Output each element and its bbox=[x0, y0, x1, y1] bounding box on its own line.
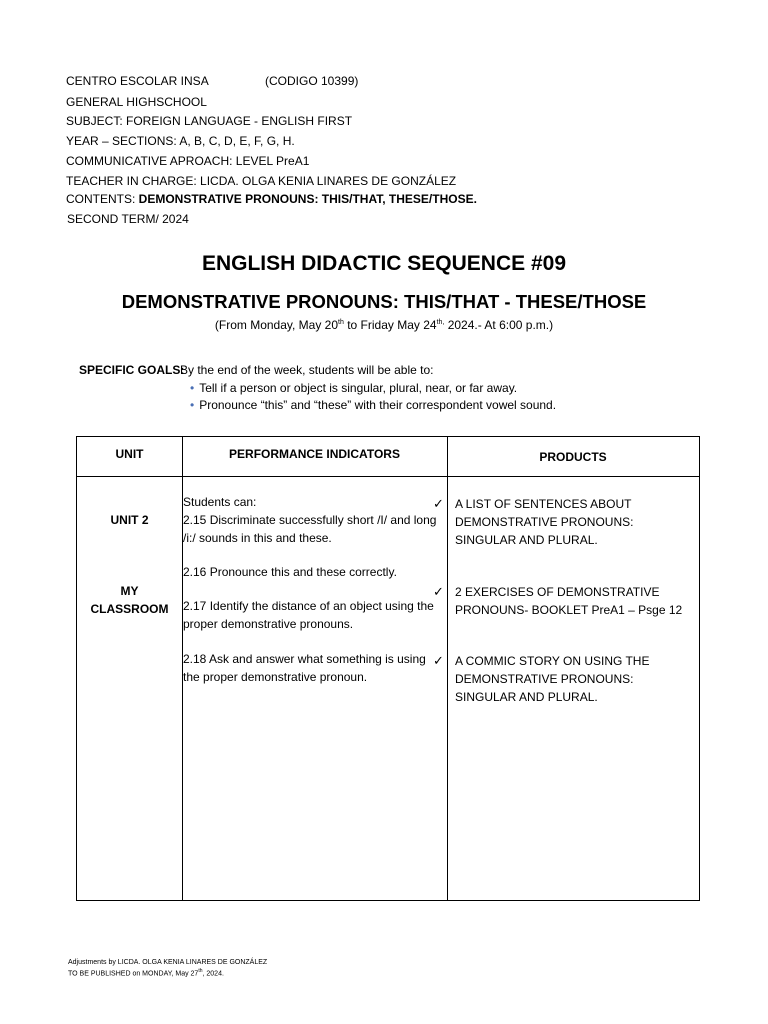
school-level: GENERAL HIGHSCHOOL bbox=[66, 95, 207, 109]
school-name: CENTRO ESCOLAR INSA bbox=[66, 74, 209, 88]
goal-item: • Pronounce “this” and “these” with their correspondent vowel sound. bbox=[190, 398, 557, 412]
product-item: ✓ A LIST OF SENTENCES ABOUT DEMONSTRATIVE PRONOUNS: SINGULAR AND PLURAL. bbox=[433, 496, 634, 547]
header-divider bbox=[77, 476, 699, 477]
contents-label: CONTENTS: bbox=[66, 192, 139, 206]
goal-item: • Tell if a person or object is singular, plural, near, or far away. bbox=[190, 381, 518, 395]
product-item: ✓ A COMMIC STORY ON USING THE DEMONSTRATIVE PRONOUNS: SINGULAR AND PLURAL. bbox=[433, 653, 650, 704]
indicator-item: 2.16 Pronounce this and these correctly. bbox=[183, 565, 397, 579]
header-indicators: PERFORMANCE INDICATORS bbox=[229, 446, 400, 461]
page-title: ENGLISH DIDACTIC SEQUENCE #09 bbox=[201, 252, 567, 275]
indicators-intro: Students can: bbox=[183, 495, 257, 509]
unit-name-line2: CLASSROOM bbox=[90, 602, 169, 616]
date-range: (From Monday, May 20th to Friday May $24^{th,}$ 2024.- At 6:00 p.m.) bbox=[214, 318, 554, 332]
header-products: PRODUCTS bbox=[539, 449, 607, 464]
footer-adjustments: Adjustments by LICDA. OLGA KENIA LINARES DE GONZÁLEZ bbox=[68, 959, 268, 966]
goals-intro: By the end of the week, students will be able to: bbox=[180, 363, 434, 377]
checkmark-icon: ✓ bbox=[433, 496, 444, 511]
column-divider bbox=[447, 437, 448, 900]
page-subtitle: DEMONSTRATIVE PRONOUNS: THIS/THAT - THESE/THOSE bbox=[121, 291, 647, 312]
checkmark-icon: ✓ bbox=[433, 653, 444, 668]
bullet-icon: • bbox=[190, 381, 195, 395]
checkmark-icon: ✓ bbox=[433, 584, 444, 599]
indicator-item: 2.17 Identify the distance of an object using the proper demonstrative pronouns. bbox=[183, 599, 434, 631]
year-sections-line: YEAR – SECTIONS: A, B, C, D, E, F, G, H. bbox=[66, 134, 295, 148]
approach-line: COMMUNICATIVE APROACH: LEVEL PreA1 bbox=[66, 154, 310, 168]
unit-name-line1: MY bbox=[120, 584, 139, 598]
header-unit: UNIT bbox=[115, 446, 144, 461]
goals-label: SPECIFIC GOALS: bbox=[79, 363, 185, 377]
teacher-line: TEACHER IN CHARGE: LICDA. OLGA KENIA LINARES DE GONZÁLEZ bbox=[66, 174, 457, 188]
indicator-item: 2.18 Ask and answer what something is using the proper demonstrative pronoun. bbox=[183, 652, 426, 684]
contents-value: DEMONSTRATIVE PRONOUNS: THIS/THAT, THESE/THOSE. bbox=[138, 192, 477, 206]
unit-number: UNIT 2 bbox=[110, 513, 149, 527]
product-item: ✓ 2 EXERCISES OF DEMONSTRATIVE PRONOUNS- BOOKLET PreA1 – Psge 12 bbox=[433, 584, 683, 617]
indicator-item: 2.15 Discriminate successfully short /I/ and long /i:/ sounds in this and these. bbox=[183, 513, 437, 545]
term-line: SECOND TERM/ 2024 bbox=[67, 212, 189, 226]
sequence-table bbox=[76, 436, 700, 901]
bullet-icon: • bbox=[190, 398, 195, 412]
footer-publish-date: TO BE PUBLISHED on MONDAY, May 27th, 2024. bbox=[68, 968, 224, 978]
school-code: (CODIGO 10399) bbox=[265, 74, 359, 88]
subject-line: SUBJECT: FOREIGN LANGUAGE - ENGLISH FIRST bbox=[66, 114, 353, 128]
contents-line bbox=[66, 192, 477, 207]
